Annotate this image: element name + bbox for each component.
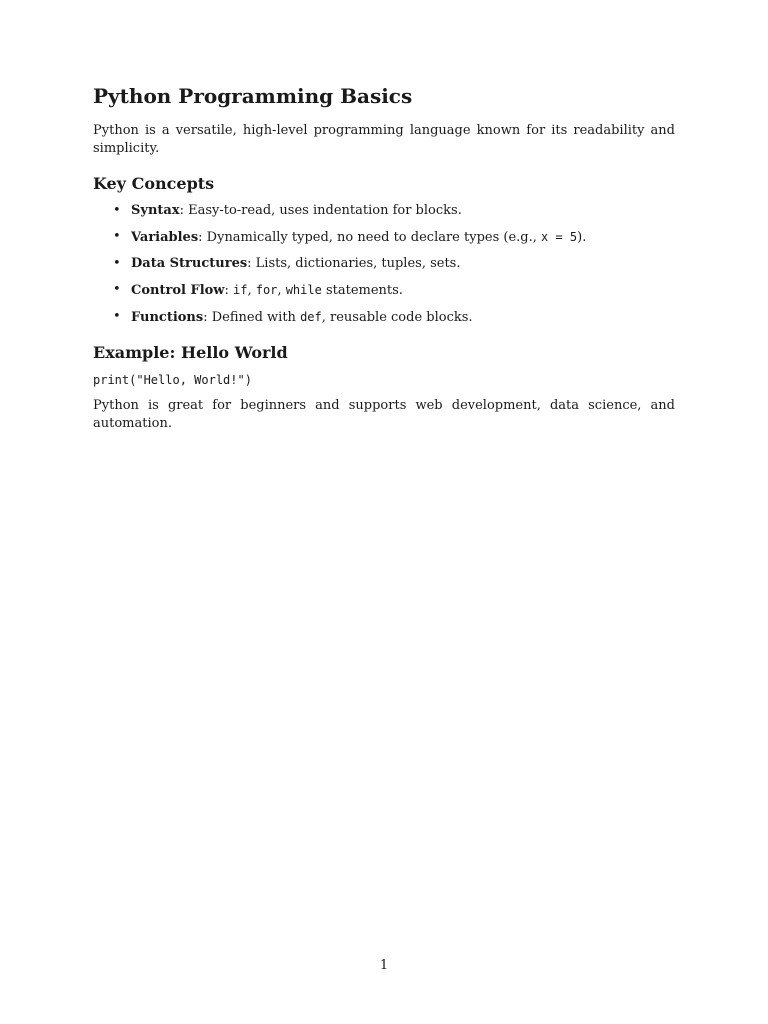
bullet-icon: •	[113, 229, 121, 244]
inline-code: x = 5	[541, 230, 578, 244]
list-item-syntax: • Syntax: Easy-to-read, uses indentation for blocks.	[113, 203, 462, 218]
list-item-control-flow: • Control Flow: if, for, while statements.	[113, 282, 403, 298]
term-variables: Variables	[131, 230, 199, 245]
list-item-functions: • Functions: Defined with def, reusable code blocks.	[113, 309, 473, 325]
desc-data-structures: Lists, dictionaries, tuples, sets.	[255, 256, 461, 271]
bullet-icon: •	[113, 203, 121, 218]
term-data-structures: Data Structures	[131, 256, 248, 271]
closing-paragraph: Python is great for beginners and supports web development, data science, and automation.	[93, 398, 675, 431]
inline-code: while	[285, 283, 322, 297]
section-heading-example: Example: Hello World	[93, 343, 288, 362]
desc-syntax: Easy-to-read, uses indentation for blocks.	[188, 203, 462, 218]
intro-paragraph: Python is a versatile, high-level programming language known for its readability and simplicity.	[93, 123, 675, 156]
bullet-icon: •	[113, 256, 121, 271]
desc-functions: Defined with	[211, 310, 301, 325]
inline-code: if	[233, 283, 248, 297]
bullet-icon: •	[113, 309, 121, 324]
term-functions: Functions	[131, 310, 204, 325]
term-control-flow: Control Flow	[131, 283, 225, 298]
bullet-icon: •	[113, 282, 121, 297]
document-page	[93, 80, 675, 433]
page-title: Python Programming Basics	[93, 84, 413, 108]
code-block: print("Hello, World!")	[93, 373, 252, 387]
desc-variables: Dynamically typed, no need to declare types (e.g.,	[206, 230, 542, 245]
section-heading-key-concepts: Key Concepts	[93, 174, 215, 193]
inline-code: def	[300, 310, 322, 324]
key-concepts-list	[93, 202, 675, 327]
page-number: 1	[379, 958, 389, 973]
term-syntax: Syntax	[131, 203, 180, 218]
inline-code: for	[255, 283, 278, 297]
list-item-variables: • Variables: Dynamically typed, no need to declare types (e.g., x = 5).	[113, 229, 587, 245]
list-item-data-structures: • Data Structures: Lists, dictionaries, tuples, sets.	[113, 256, 461, 271]
